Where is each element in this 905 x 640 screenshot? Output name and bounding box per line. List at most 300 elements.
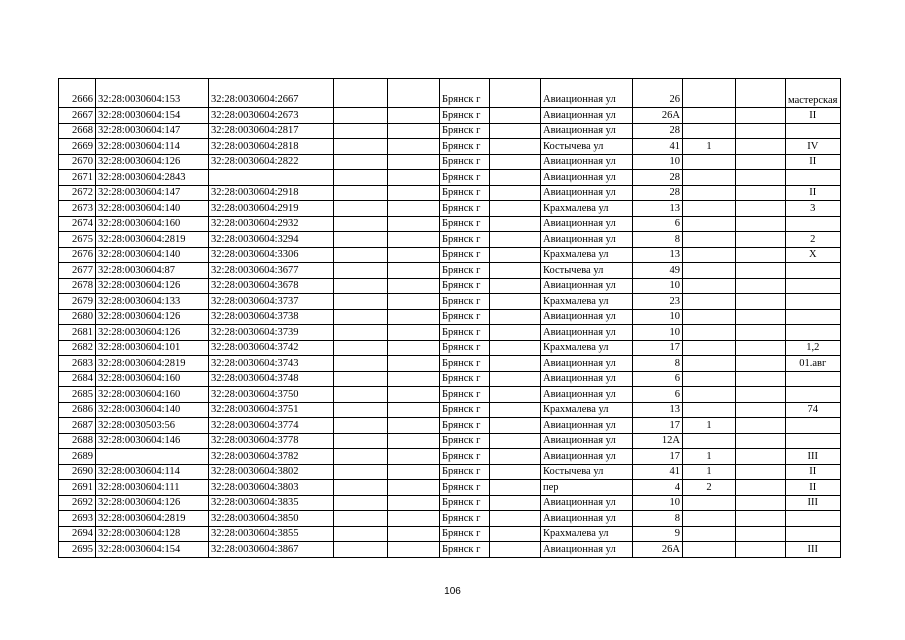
row-number-cell: 2672 <box>59 185 96 201</box>
col-5-cell <box>388 356 440 372</box>
street-cell: Крахмалева ул <box>541 247 633 263</box>
note-cell: II <box>786 480 841 496</box>
street-cell: Костычева ул <box>541 263 633 279</box>
cadastral-parcel-cell: 32:28:0030604:154 <box>96 542 209 558</box>
col-5-cell <box>388 185 440 201</box>
col-11-cell <box>736 526 786 542</box>
col-5-cell <box>388 247 440 263</box>
col-4-cell <box>334 201 388 217</box>
table-row <box>59 294 841 310</box>
col-5-cell <box>388 123 440 139</box>
note-cell <box>786 170 841 186</box>
cadastral-object-cell: 32:28:0030604:3737 <box>209 294 334 310</box>
col-4-cell <box>334 170 388 186</box>
cadastral-parcel-cell: 32:28:0030604:154 <box>96 108 209 124</box>
house-number-cell: 10 <box>633 495 683 511</box>
row-number-cell: 2668 <box>59 123 96 139</box>
street-cell: Авиационная ул <box>541 495 633 511</box>
col-4-cell <box>334 216 388 232</box>
note-cell: мастерская <box>786 79 841 108</box>
table-row <box>59 185 841 201</box>
col-7-cell <box>490 278 541 294</box>
cadastral-parcel-cell: 32:28:0030604:126 <box>96 309 209 325</box>
cadastral-object-cell: 32:28:0030604:3850 <box>209 511 334 527</box>
col-4-cell <box>334 542 388 558</box>
city-cell: Брянск г <box>440 108 490 124</box>
street-cell: Авиационная ул <box>541 309 633 325</box>
col-7-cell <box>490 247 541 263</box>
row-number-cell: 2676 <box>59 247 96 263</box>
table-row <box>59 216 841 232</box>
building-cell <box>683 511 736 527</box>
row-number-cell: 2666 <box>59 79 96 108</box>
row-number-cell: 2689 <box>59 449 96 465</box>
cadastral-parcel-cell: 32:28:0030604:140 <box>96 402 209 418</box>
row-number-cell: 2684 <box>59 371 96 387</box>
note-cell: III <box>786 542 841 558</box>
city-cell: Брянск г <box>440 480 490 496</box>
col-11-cell <box>736 170 786 186</box>
city-cell: Брянск г <box>440 464 490 480</box>
city-cell: Брянск г <box>440 201 490 217</box>
cadastral-parcel-cell: 32:28:0030604:126 <box>96 278 209 294</box>
street-cell: Авиационная ул <box>541 232 633 248</box>
col-7-cell <box>490 433 541 449</box>
house-number-cell: 23 <box>633 294 683 310</box>
building-cell <box>683 294 736 310</box>
cadastral-parcel-cell: 32:28:0030604:147 <box>96 123 209 139</box>
row-number-cell: 2688 <box>59 433 96 449</box>
col-11-cell <box>736 123 786 139</box>
city-cell: Брянск г <box>440 418 490 434</box>
col-5-cell <box>388 170 440 186</box>
note-cell: 74 <box>786 402 841 418</box>
city-cell: Брянск г <box>440 294 490 310</box>
col-7-cell <box>490 371 541 387</box>
table-row <box>59 154 841 170</box>
table-row <box>59 464 841 480</box>
col-4-cell <box>334 526 388 542</box>
street-cell: Крахмалева ул <box>541 340 633 356</box>
col-7-cell <box>490 170 541 186</box>
col-5-cell <box>388 464 440 480</box>
col-5-cell <box>388 201 440 217</box>
city-cell: Брянск г <box>440 542 490 558</box>
cadastral-object-cell: 32:28:0030604:3802 <box>209 464 334 480</box>
row-number-cell: 2683 <box>59 356 96 372</box>
table-row <box>59 371 841 387</box>
note-cell: IV <box>786 139 841 155</box>
house-number-cell: 10 <box>633 325 683 341</box>
col-4-cell <box>334 79 388 108</box>
street-cell: Авиационная ул <box>541 371 633 387</box>
cadastral-object-cell: 32:28:0030604:2822 <box>209 154 334 170</box>
col-11-cell <box>736 356 786 372</box>
cadastral-parcel-cell: 32:28:0030604:146 <box>96 433 209 449</box>
building-cell <box>683 232 736 248</box>
col-4-cell <box>334 449 388 465</box>
col-11-cell <box>736 371 786 387</box>
building-cell: 2 <box>683 480 736 496</box>
cadastral-parcel-cell: 32:28:0030604:126 <box>96 154 209 170</box>
cadastral-object-cell: 32:28:0030604:3738 <box>209 309 334 325</box>
note-cell <box>786 433 841 449</box>
table-row <box>59 402 841 418</box>
table-row <box>59 278 841 294</box>
col-7-cell <box>490 108 541 124</box>
city-cell: Брянск г <box>440 79 490 108</box>
house-number-cell: 6 <box>633 216 683 232</box>
city-cell: Брянск г <box>440 371 490 387</box>
building-cell <box>683 542 736 558</box>
col-11-cell <box>736 278 786 294</box>
street-cell: Крахмалева ул <box>541 526 633 542</box>
col-5-cell <box>388 433 440 449</box>
cadastral-object-cell: 32:28:0030604:3750 <box>209 387 334 403</box>
col-4-cell <box>334 371 388 387</box>
col-4-cell <box>334 185 388 201</box>
col-5-cell <box>388 387 440 403</box>
note-cell: III <box>786 449 841 465</box>
row-number-cell: 2674 <box>59 216 96 232</box>
cadastral-object-cell: 32:28:0030604:3748 <box>209 371 334 387</box>
note-cell: X <box>786 247 841 263</box>
col-5-cell <box>388 263 440 279</box>
building-cell <box>683 402 736 418</box>
city-cell: Брянск г <box>440 232 490 248</box>
col-7-cell <box>490 387 541 403</box>
street-cell: Авиационная ул <box>541 418 633 434</box>
col-5-cell <box>388 526 440 542</box>
city-cell: Брянск г <box>440 433 490 449</box>
cadastral-object-cell: 32:28:0030604:3774 <box>209 418 334 434</box>
city-cell: Брянск г <box>440 356 490 372</box>
cadastral-parcel-cell: 32:28:0030604:147 <box>96 185 209 201</box>
col-11-cell <box>736 418 786 434</box>
table-row <box>59 526 841 542</box>
city-cell: Брянск г <box>440 263 490 279</box>
building-cell: 1 <box>683 139 736 155</box>
street-cell: Костычева ул <box>541 464 633 480</box>
cadastral-object-cell: 32:28:0030604:3294 <box>209 232 334 248</box>
building-cell <box>683 433 736 449</box>
col-11-cell <box>736 402 786 418</box>
table-row <box>59 263 841 279</box>
table-row <box>59 201 841 217</box>
house-number-cell: 13 <box>633 201 683 217</box>
building-cell <box>683 309 736 325</box>
col-4-cell <box>334 123 388 139</box>
cadastral-parcel-cell: 32:28:0030604:160 <box>96 371 209 387</box>
house-number-cell: 26А <box>633 108 683 124</box>
col-7-cell <box>490 526 541 542</box>
col-11-cell <box>736 154 786 170</box>
street-cell: Авиационная ул <box>541 449 633 465</box>
cadastral-object-cell: 32:28:0030604:3782 <box>209 449 334 465</box>
table-row <box>59 247 841 263</box>
city-cell: Брянск г <box>440 526 490 542</box>
col-4-cell <box>334 418 388 434</box>
cadastral-parcel-cell: 32:28:0030604:114 <box>96 139 209 155</box>
street-cell: Авиационная ул <box>541 278 633 294</box>
row-number-cell: 2690 <box>59 464 96 480</box>
col-7-cell <box>490 325 541 341</box>
table-row <box>59 356 841 372</box>
cadastral-object-cell: 32:28:0030604:2673 <box>209 108 334 124</box>
building-cell <box>683 278 736 294</box>
note-cell <box>786 387 841 403</box>
col-11-cell <box>736 79 786 108</box>
col-5-cell <box>388 495 440 511</box>
house-number-cell: 6 <box>633 371 683 387</box>
col-11-cell <box>736 309 786 325</box>
city-cell: Брянск г <box>440 340 490 356</box>
street-cell: Авиационная ул <box>541 216 633 232</box>
note-cell: II <box>786 154 841 170</box>
building-cell <box>683 79 736 108</box>
table-row <box>59 232 841 248</box>
table-row <box>59 387 841 403</box>
row-number-cell: 2680 <box>59 309 96 325</box>
row-number-cell: 2675 <box>59 232 96 248</box>
city-cell: Брянск г <box>440 402 490 418</box>
col-7-cell <box>490 185 541 201</box>
house-number-cell: 28 <box>633 123 683 139</box>
city-cell: Брянск г <box>440 309 490 325</box>
table-row <box>59 123 841 139</box>
house-number-cell: 8 <box>633 511 683 527</box>
table-row <box>59 340 841 356</box>
register-table <box>58 78 841 558</box>
cadastral-object-cell <box>209 170 334 186</box>
house-number-cell: 6 <box>633 387 683 403</box>
house-number-cell: 10 <box>633 309 683 325</box>
row-number-cell: 2686 <box>59 402 96 418</box>
col-5-cell <box>388 139 440 155</box>
street-cell: Авиационная ул <box>541 387 633 403</box>
col-4-cell <box>334 480 388 496</box>
col-4-cell <box>334 278 388 294</box>
col-11-cell <box>736 340 786 356</box>
building-cell <box>683 356 736 372</box>
note-cell <box>786 526 841 542</box>
row-number-cell: 2687 <box>59 418 96 434</box>
city-cell: Брянск г <box>440 511 490 527</box>
cadastral-object-cell: 32:28:0030604:3867 <box>209 542 334 558</box>
col-4-cell <box>334 108 388 124</box>
col-5-cell <box>388 216 440 232</box>
building-cell: 1 <box>683 449 736 465</box>
city-cell: Брянск г <box>440 185 490 201</box>
col-11-cell <box>736 108 786 124</box>
row-number-cell: 2673 <box>59 201 96 217</box>
table-row <box>59 495 841 511</box>
row-number-cell: 2681 <box>59 325 96 341</box>
city-cell: Брянск г <box>440 170 490 186</box>
city-cell: Брянск г <box>440 216 490 232</box>
cadastral-object-cell: 32:28:0030604:3751 <box>209 402 334 418</box>
building-cell <box>683 216 736 232</box>
table-row <box>59 309 841 325</box>
cadastral-object-cell: 32:28:0030604:3677 <box>209 263 334 279</box>
row-number-cell: 2667 <box>59 108 96 124</box>
cadastral-object-cell: 32:28:0030604:2919 <box>209 201 334 217</box>
building-cell <box>683 387 736 403</box>
col-5-cell <box>388 294 440 310</box>
col-7-cell <box>490 294 541 310</box>
street-cell: Авиационная ул <box>541 154 633 170</box>
table-row <box>59 511 841 527</box>
col-5-cell <box>388 480 440 496</box>
col-5-cell <box>388 371 440 387</box>
cadastral-parcel-cell: 32:28:0030604:87 <box>96 263 209 279</box>
building-cell <box>683 340 736 356</box>
house-number-cell: 28 <box>633 185 683 201</box>
house-number-cell: 26 <box>633 79 683 108</box>
col-5-cell <box>388 325 440 341</box>
cadastral-parcel-cell <box>96 449 209 465</box>
row-number-cell: 2694 <box>59 526 96 542</box>
street-cell: Костычева ул <box>541 139 633 155</box>
col-11-cell <box>736 139 786 155</box>
cadastral-parcel-cell: 32:28:0030604:126 <box>96 325 209 341</box>
note-cell: 01.авг <box>786 356 841 372</box>
col-11-cell <box>736 185 786 201</box>
building-cell <box>683 263 736 279</box>
cadastral-parcel-cell: 32:28:0030604:160 <box>96 387 209 403</box>
table-row <box>59 433 841 449</box>
house-number-cell: 13 <box>633 402 683 418</box>
city-cell: Брянск г <box>440 449 490 465</box>
note-cell <box>786 309 841 325</box>
col-7-cell <box>490 123 541 139</box>
col-11-cell <box>736 387 786 403</box>
cadastral-object-cell: 32:28:0030604:3803 <box>209 480 334 496</box>
cadastral-object-cell: 32:28:0030604:3306 <box>209 247 334 263</box>
col-5-cell <box>388 511 440 527</box>
col-7-cell <box>490 309 541 325</box>
street-cell: Авиационная ул <box>541 170 633 186</box>
cadastral-object-cell: 32:28:0030604:3739 <box>209 325 334 341</box>
col-4-cell <box>334 356 388 372</box>
col-7-cell <box>490 480 541 496</box>
col-11-cell <box>736 495 786 511</box>
street-cell: Авиационная ул <box>541 108 633 124</box>
row-number-cell: 2685 <box>59 387 96 403</box>
row-number-cell: 2679 <box>59 294 96 310</box>
cadastral-object-cell: 32:28:0030604:2817 <box>209 123 334 139</box>
house-number-cell: 41 <box>633 139 683 155</box>
col-7-cell <box>490 201 541 217</box>
page-number: 106 <box>444 586 461 597</box>
col-4-cell <box>334 294 388 310</box>
cadastral-parcel-cell: 32:28:0030604:153 <box>96 79 209 108</box>
col-7-cell <box>490 511 541 527</box>
col-5-cell <box>388 449 440 465</box>
col-7-cell <box>490 418 541 434</box>
building-cell <box>683 526 736 542</box>
col-4-cell <box>334 247 388 263</box>
building-cell <box>683 108 736 124</box>
col-4-cell <box>334 340 388 356</box>
cadastral-parcel-cell: 32:28:0030604:133 <box>96 294 209 310</box>
note-cell <box>786 511 841 527</box>
col-7-cell <box>490 464 541 480</box>
table-row <box>59 418 841 434</box>
row-number-cell: 2691 <box>59 480 96 496</box>
row-number-cell: 2678 <box>59 278 96 294</box>
street-cell: Авиационная ул <box>541 356 633 372</box>
house-number-cell: 17 <box>633 340 683 356</box>
row-number-cell: 2682 <box>59 340 96 356</box>
cadastral-object-cell: 32:28:0030604:3835 <box>209 495 334 511</box>
cadastral-parcel-cell: 32:28:0030503:56 <box>96 418 209 434</box>
col-11-cell <box>736 480 786 496</box>
street-cell: Авиационная ул <box>541 511 633 527</box>
cadastral-object-cell: 32:28:0030604:2667 <box>209 79 334 108</box>
col-7-cell <box>490 216 541 232</box>
table-row <box>59 108 841 124</box>
col-4-cell <box>334 464 388 480</box>
cadastral-parcel-cell: 32:28:0030604:2819 <box>96 232 209 248</box>
row-number-cell: 2669 <box>59 139 96 155</box>
col-4-cell <box>334 325 388 341</box>
table-row <box>59 170 841 186</box>
col-7-cell <box>490 232 541 248</box>
col-5-cell <box>388 309 440 325</box>
col-5-cell <box>388 108 440 124</box>
city-cell: Брянск г <box>440 139 490 155</box>
street-cell: Авиационная ул <box>541 185 633 201</box>
house-number-cell: 8 <box>633 356 683 372</box>
cadastral-parcel-cell: 32:28:0030604:114 <box>96 464 209 480</box>
col-5-cell <box>388 542 440 558</box>
row-number-cell: 2692 <box>59 495 96 511</box>
col-11-cell <box>736 201 786 217</box>
house-number-cell: 13 <box>633 247 683 263</box>
col-11-cell <box>736 542 786 558</box>
col-11-cell <box>736 511 786 527</box>
cadastral-object-cell: 32:28:0030604:3778 <box>209 433 334 449</box>
street-cell: Авиационная ул <box>541 325 633 341</box>
house-number-cell: 17 <box>633 418 683 434</box>
col-5-cell <box>388 402 440 418</box>
city-cell: Брянск г <box>440 247 490 263</box>
street-cell: Авиационная ул <box>541 123 633 139</box>
note-cell <box>786 325 841 341</box>
col-5-cell <box>388 154 440 170</box>
table-row <box>59 325 841 341</box>
cadastral-parcel-cell: 32:28:0030604:2819 <box>96 356 209 372</box>
note-cell: 1,2 <box>786 340 841 356</box>
note-cell: II <box>786 185 841 201</box>
building-cell <box>683 185 736 201</box>
note-cell <box>786 263 841 279</box>
col-11-cell <box>736 294 786 310</box>
city-cell: Брянск г <box>440 325 490 341</box>
house-number-cell: 8 <box>633 232 683 248</box>
building-cell <box>683 123 736 139</box>
col-4-cell <box>334 154 388 170</box>
col-4-cell <box>334 139 388 155</box>
cadastral-parcel-cell: 32:28:0030604:160 <box>96 216 209 232</box>
col-5-cell <box>388 278 440 294</box>
note-cell <box>786 123 841 139</box>
building-cell <box>683 325 736 341</box>
note-cell <box>786 294 841 310</box>
street-cell: пер <box>541 480 633 496</box>
table-row <box>59 449 841 465</box>
